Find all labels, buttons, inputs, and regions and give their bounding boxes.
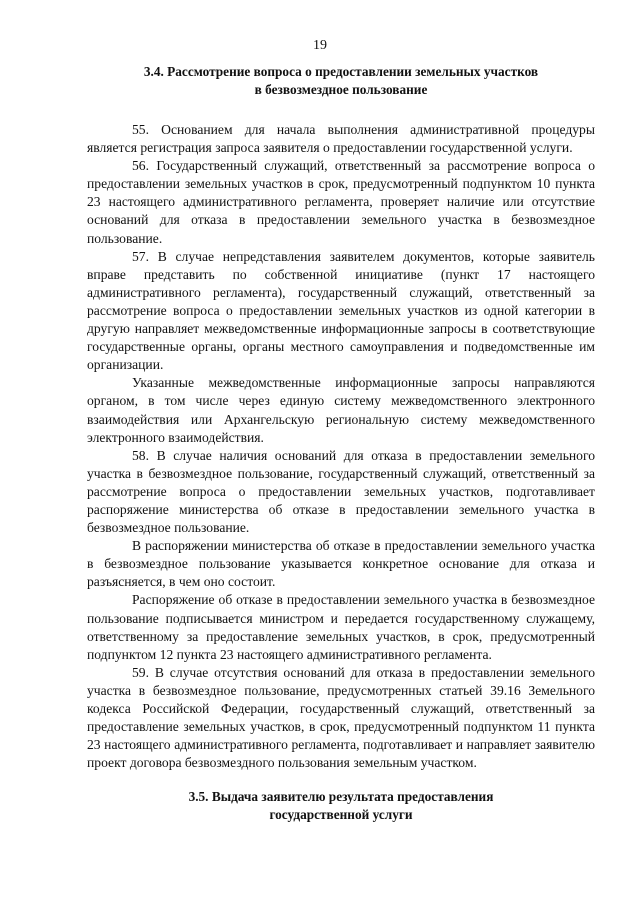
paragraph-58-refusal-grounds: В распоряжении министерства об отказе в предоставлении земельного участка в безвозмездное пользование указывается конкретное основание для отказа и разъясняется, в чем оно состоит. [87,538,595,590]
paragraph-57-requests: Указанные межведомственные информационные запросы направляются органом, в том числе через единую систему межведомственного электронного взаимодействия или Архангельскую региональную систему межведомственного электронного взаимодействия. [87,375,595,445]
section-heading-line: в безвозмездное пользование [254,82,428,97]
paragraph-57: 57. В случае непредставления заявителем документов, которые заявитель вправе представить по собственной инициативе (пункт 17 настоящего административного регламента), государственный служащий, ответственный за рассмотрение вопроса о предоставлении земельных участков из одной категории в другую направляет межведомственные информационные запросы в соответствующие государственные органы, органы местного самоуправления и подведомственные им организации. [87,248,595,373]
section-heading-line: 3.4. Рассмотрение вопроса о предоставлении земельных участков [143,64,539,79]
paragraph-58-refusal-signing: Распоряжение об отказе в предоставлении земельного участка в безвозмездное пользование подписывается министром и передается государственному служащему, ответственному за предоставление земельных участков, в срок, предусмотренный подпунктом 12 пункта 23 настоящего административного регламента. [87,592,595,662]
section-heading-3-5 [87,788,595,824]
page-number: 19 [313,38,327,53]
section-heading-3-4 [87,63,595,99]
paragraph-56: 56. Государственный служащий, ответственный за рассмотрение вопроса о предоставлении земельных участков в срок, предусмотренный подпунктом 10 пункта 23 настоящего административного регламента, проверяет наличие или отсутствие оснований для отказа в предоставлении земельного участка в безвозмездное пользование. [87,158,595,246]
section-heading-line: государственной услуги [269,807,413,823]
paragraph-59: 59. В случае отсутствия оснований для отказа в предоставлении земельного участка в безвозмездное пользование, предусмотренных статьей 39.16 Земельного кодекса Российской Федерации, государственный служащий, ответственный за предоставление земельных участков, в срок, предусмотренный подпунктом 11 пункта 23 настоящего административного регламента, подготавливает и направляет заявителю проект договора безвозмездного пользования земельным участком. [87,664,595,771]
paragraph-58: 58. В случае наличия оснований для отказа в предоставлении земельного участка в безвозмездное пользование, государственный служащий, ответственный за рассмотрение вопроса о предоставлении земельных участков, подготавливает распоряжение министерства об отказе в предоставлении земельного участка в безвозмездное пользование. [87,447,595,536]
section-heading-line: 3.5. Выдача заявителю результата предоставления [188,789,494,805]
paragraph-55: 55. Основанием для начала выполнения административной процедуры является регистрация запроса заявителя о предоставлении государственной услуги. [87,122,595,156]
page-content [87,63,595,824]
